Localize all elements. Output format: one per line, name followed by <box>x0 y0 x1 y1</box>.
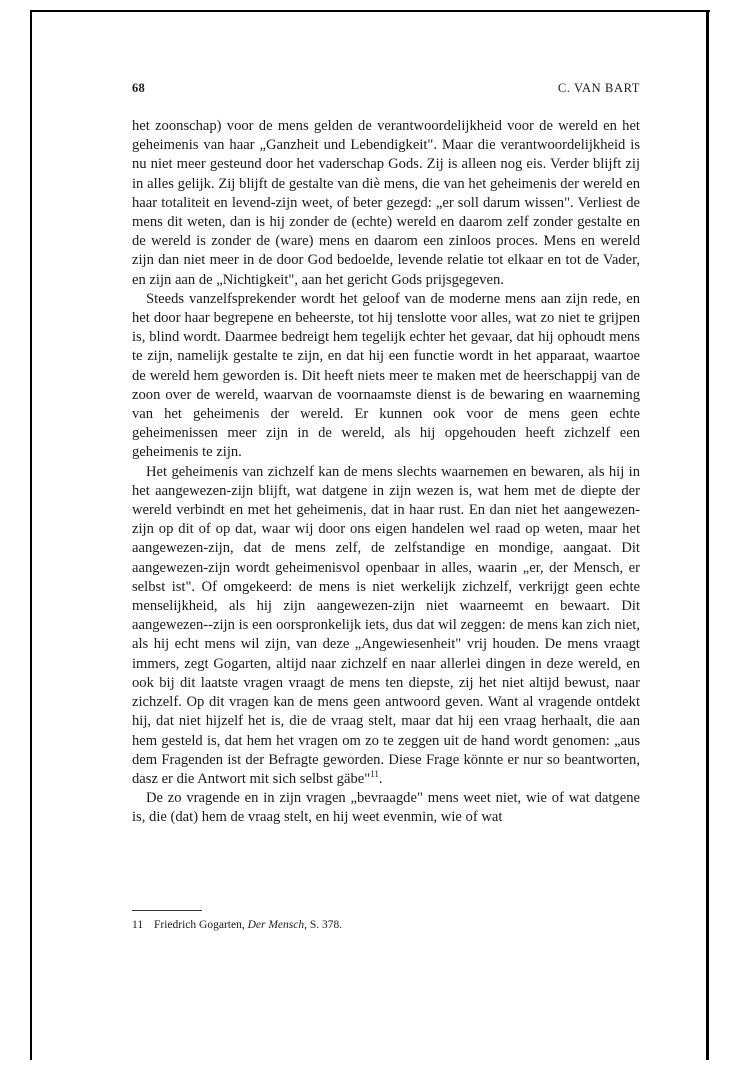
footnote <box>132 918 640 933</box>
footnote-reference[interactable]: 11 <box>370 769 379 780</box>
footnote-divider <box>132 910 202 911</box>
page-number: 68 <box>132 81 146 95</box>
paragraph-4: De zo vragende en in zijn vragen „bevraagde" mens weet niet, wie of wat datgene is, die (dat) hem de vraag stelt, en hij weet evenmin, wie of wat <box>132 790 640 826</box>
paragraph-3-text: Het geheimenis van zichzelf kan de mens slechts waarnemen en bewaren, als hij in het aangewezen-zijn blijft, wat datgene in zijn wezen is, wat hem met de diepte der wereld verbindt en met het geheimenis, dat in haar rust. En dan niet het aangewezen-zijn op dit of op dat, waar wij door ons eigen handelen wel raad op weten, maar het aangewezen-zijn, dat de mens zelf, de zelfstandige en mondige, aangaat. Dit aangewezen-zijn wordt geheimenisvol openbaar in alles, waarin „er, der Mensch, er selbst ist". Of omgekeerd: de mens is niet werkelijk zichzelf, verkrijgt geen echte menselijkheid, als hij zijn aangewezen-zijn niet waarneemt en bewaart. Dit aangewezen--zijn is een oorspronkelijk iets, dus dat wil zeggen: de mens kan zich niet, als hij echt mens wil zijn, van deze „Angewiesenheit" vrij houden. De mens vraagt immers, zegt Gogarten, altijd naar zichzelf en naar allerlei dingen in deze wereld, en ook bij dit laatste vragen vraagt de mens ten diepste, zij het niet altijd bewust, naar zichzelf. Op dit vragen kan de mens geen antwoord geven. Want al vragende ontdekt hij, dat niet hijzelf het is, die de vraag stelt, maar dat hij een vraag herhaalt, die aan hem gesteld is, dat hem het vragen om zo te zeggen uit de hand wordt genomen: „aus dem Fragenden ist der Befragte geworden. Diese Frage könnte er nur so beantworten, dasz er die Antwort mit sich selbst gäbe" <box>132 463 640 787</box>
page-header <box>132 81 640 101</box>
scan-border-right <box>706 10 709 1060</box>
body-text <box>132 117 640 828</box>
scan-border-top <box>30 10 710 12</box>
footnote-book-title: Der Mensch <box>247 919 305 931</box>
paragraph-3 <box>132 463 640 789</box>
footnote-text-after: , S. 378. <box>304 919 343 931</box>
paragraph-1: het zoonschap) voor de mens gelden de verantwoordelijkheid voor de wereld en het geheimenis van haar „Ganzheit und Lebendigkeit". Maar die verantwoordelijkheid is nu niet meer gesteund door het vaderschap Gods. Zij is alleen nog eis. Verder blijft zij in alles gelijk. Zij blijft de gestalte van diè mens, die van het geheimenis der wereld en haar totaliteit en levend-zijn weet, of beter gezegd: „er soll darum wissen". Verliest de mens dit weten, dan is hij zonder de (echte) wereld en daarom zelf zonder gestalte en de wereld is zonder de (ware) mens en daarom een zinloos proces. Mens en wereld zijn dan niet meer in de door God bedoelde, levende relatie tot elkaar en tot de Vader, en zijn aan de „Nichtigkeit", aan het gericht Gods prijsgegeven. <box>132 118 640 288</box>
scan-border-left <box>30 10 32 1060</box>
running-head-author: C. VAN BART <box>557 81 640 95</box>
paragraph-3-tail: . <box>378 770 383 787</box>
footnote-text-before: Friedrich Gogarten, <box>154 919 248 931</box>
footnote-number: 11 <box>132 919 144 931</box>
paragraph-2: Steeds vanzelfsprekender wordt het geloof van de moderne mens aan zijn rede, en het door haar begrepene en beheerste, tot hij tenslotte voor alles, wat zo niet te grijpen is, blind wordt. Daarmee bedreigt hem tegelijk echter het gevaar, dat hij ophoudt mens te zijn, namelijk gestalte te zijn, en dat hij een functie wordt in het apparaat, waartoe de wereld hem geworden is. Dit heeft niets meer te maken met de heerschappij van de zoon over de wereld, waarvan de voornaamste dienst is de bewaring en waarneming van het geheimenis der wereld. Er kunnen ook voor de mens geen echte geheimenissen meer zijn in de wereld, als hij opgehouden heeft zichzelf een geheimenis te zijn. <box>132 290 640 461</box>
